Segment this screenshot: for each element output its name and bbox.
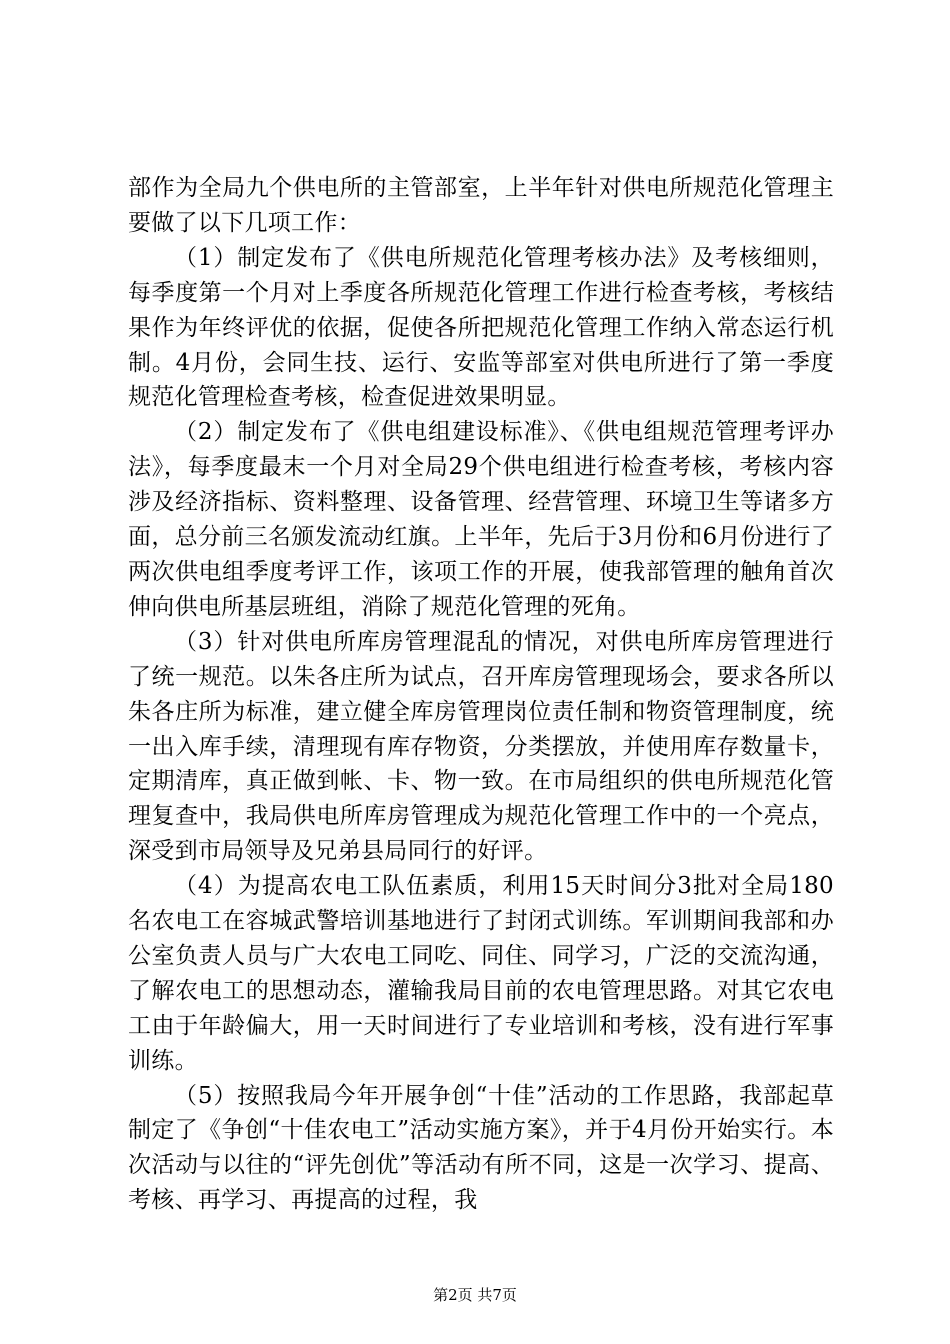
paragraph-item-4: （4）为提高农电工队伍素质，利用15天时间分3批对全局180名农电工在容城武警培训基地进行了封闭式训练。军训期间我部和办公室负责人员与广大农电工同吃、同住、同学习，广泛的交流沟通，了解农电工的思想动态，灌输我局目前的农电管理思路。对其它农电工由于年龄偏大，用一天时间进行了专业培训和考核，没有进行军事训练。 <box>128 873 834 1074</box>
page-number-footer: 第2页 共7页 <box>433 1286 517 1304</box>
document-body <box>128 171 834 1218</box>
paragraph-item-5: （5）按照我局今年开展争创“十佳”活动的工作思路，我部起草制定了《争创“十佳农电工”活动实施方案》，并于4月份开始实行。本次活动与以往的“评先创优”等活动有所不同，这是一次学习、提高、考核、再学习、再提高的过程，我 <box>128 1082 834 1214</box>
paragraph-item-1: （1）制定发布了《供电所规范化管理考核办法》及考核细则，每季度第一个月对上季度各所规范化管理工作进行检查考核，考核结果作为年终评优的依据，促使各所把规范化管理工作纳入常态运行机制。4月份，会同生技、运行、安监等部室对供电所进行了第一季度规范化管理检查考核，检查促进效果明显。 <box>128 244 834 411</box>
paragraph-intro: 部作为全局九个供电所的主管部室，上半年针对供电所规范化管理主要做了以下几项工作： <box>128 175 834 236</box>
paragraph-item-3: （3）针对供电所库房管理混乱的情况，对供电所库房管理进行了统一规范。以朱各庄所为试点，召开库房管理现场会，要求各所以朱各庄所为标准，建立健全库房管理岗位责任制和物资管理制度，统一出入库手续，清理现有库存物资，分类摆放，并使用库存数量卡，定期清库，真正做到帐、卡、物一致。在市局组织的供电所规范化管理复查中，我局供电所库房管理成为规范化管理工作中的一个亮点，深受到市局领导及兄弟县局同行的好评。 <box>128 628 834 865</box>
paragraph-item-2: （2）制定发布了《供电组建设标准》、《供电组规范管理考评办法》，每季度最末一个月对全局29个供电组进行检查考核，考核内容涉及经济指标、资料整理、设备管理、经营管理、环境卫生等诸多方面，总分前三名颁发流动红旗。上半年，先后于3月份和6月份进行了两次供电组季度考评工作，该项工作的开展，使我部管理的触角首次伸向供电所基层班组，消除了规范化管理的死角。 <box>128 419 834 620</box>
